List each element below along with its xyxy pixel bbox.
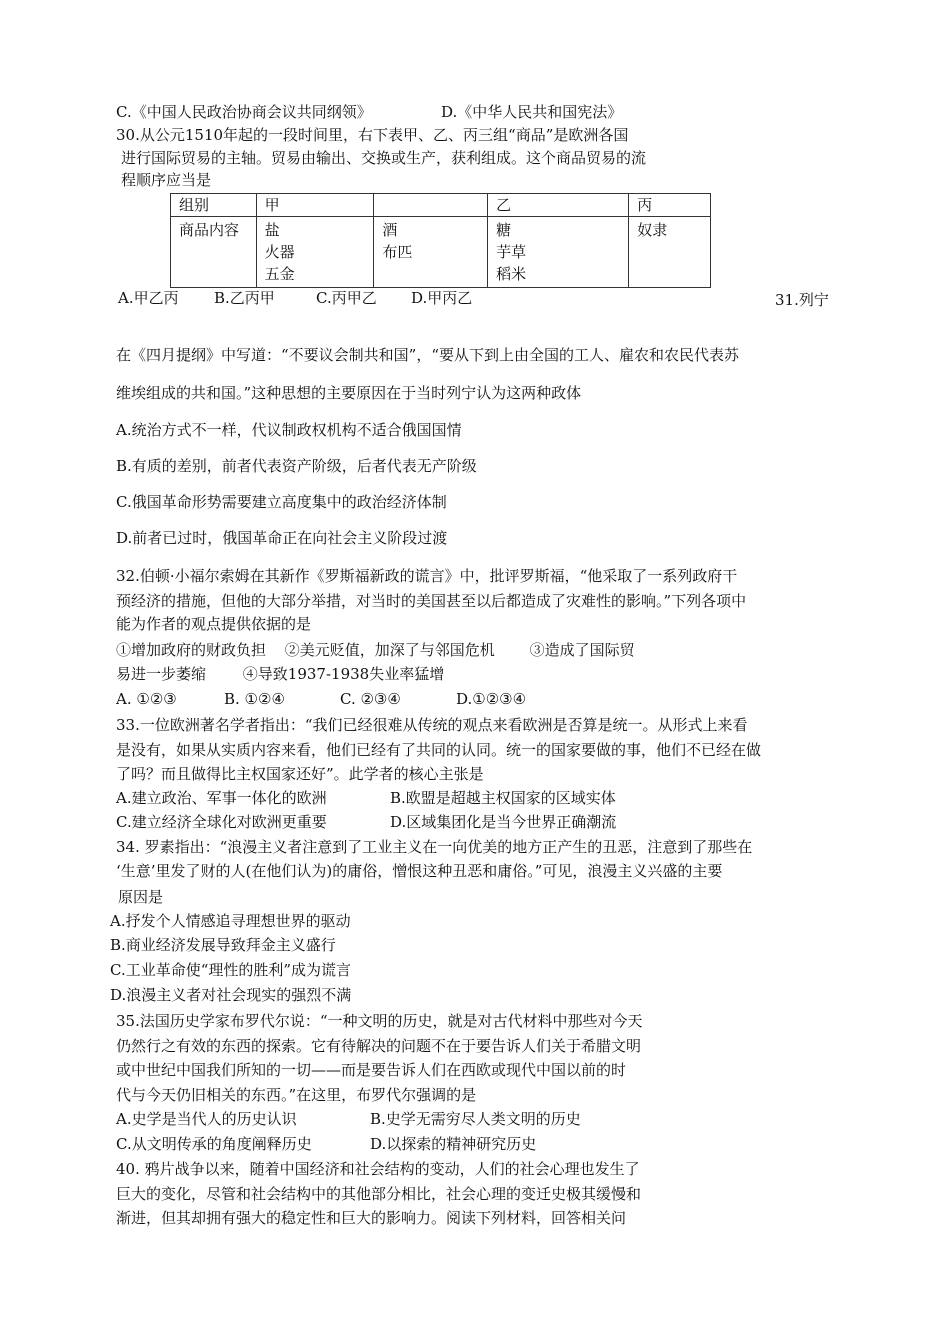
q32-items-line-1 bbox=[116, 640, 635, 660]
q34-option-c: C.工业革命使“理性的胜利”成为谎言 bbox=[110, 961, 352, 979]
q34-stem-line-3: 原因是 bbox=[118, 888, 164, 906]
q35-option-b: B.史学无需穷尽人类文明的历史 bbox=[370, 1110, 581, 1128]
q32-option-a: A. ①②③ bbox=[116, 690, 177, 708]
q32-stem-line-2: 预经济的措施，但他的大部分举措，对当时的美国甚至以后都造成了灾难性的影响。”下列各项中 bbox=[116, 592, 747, 610]
q31-stem-line-2: 维埃组成的共和国。”这种思想的主要原因在于当时列宁认为这两种政体 bbox=[116, 384, 582, 402]
q35-option-c: C.从文明传承的角度阐释历史 bbox=[116, 1135, 312, 1153]
q29-option-d: D.《中华人民共和国宪法》 bbox=[441, 103, 623, 121]
cell-jia-1 bbox=[256, 217, 374, 288]
q30-stem-line-3: 程顺序应当是 bbox=[121, 171, 212, 189]
q33-option-c: C.建立经济全球化对欧洲更重要 bbox=[116, 813, 327, 831]
q30-option-c: C.丙甲乙 bbox=[316, 289, 377, 307]
cell-jia-2 bbox=[374, 217, 488, 288]
q35-stem-line-2: 仍然行之有效的东西的探索。它有待解决的问题不在于要告诉人们关于希腊文明 bbox=[116, 1037, 642, 1055]
cell-item: 五金 bbox=[264, 265, 295, 283]
q35-stem-line-4: 代与今天仍旧相关的东西。”在这里，布罗代尔强调的是 bbox=[116, 1086, 477, 1104]
q31-option-d: D.前者已过时，俄国革命正在向社会主义阶段过渡 bbox=[116, 529, 448, 547]
q32-item-3: ③造成了国际贸 bbox=[529, 641, 635, 659]
row-label: 商品内容 bbox=[171, 217, 257, 288]
q32-item-2: ②美元贬值，加深了与邻国危机 bbox=[284, 641, 495, 659]
q30-option-a: A.甲乙丙 bbox=[118, 289, 179, 307]
q32-option-c: C. ②③④ bbox=[340, 690, 401, 708]
cell-bing bbox=[629, 217, 711, 288]
cell-item: 芋草 bbox=[496, 243, 527, 261]
cell-item: 布匹 bbox=[382, 243, 413, 261]
q40-stem-line-1: 40. 鸦片战争以来，随着中国经济和社会结构的变动，人们的社会心理也发生了 bbox=[116, 1160, 640, 1178]
q32-option-d: D.①②③④ bbox=[456, 690, 527, 708]
q32-stem-line-3: 能为作者的观点提供依据的是 bbox=[116, 615, 312, 633]
cell-item: 火器 bbox=[264, 243, 295, 261]
q33-option-b: B.欧盟是超越主权国家的区域实体 bbox=[390, 789, 616, 807]
q34-option-b: B.商业经济发展导致拜金主义盛行 bbox=[110, 936, 336, 954]
goods-table bbox=[170, 193, 711, 288]
cell-yi bbox=[488, 217, 629, 288]
q32-item-3-cont: 易进一步萎缩 bbox=[116, 665, 207, 683]
q32-items-line-2 bbox=[116, 664, 444, 684]
q31-start: 31.列宁 bbox=[775, 291, 829, 309]
q33-stem-line-3: 了吗？而且做得比主权国家还好”。此学者的核心主张是 bbox=[116, 765, 484, 783]
q35-option-a: A.史学是当代人的历史认识 bbox=[116, 1110, 297, 1128]
cell-item: 奴隶 bbox=[637, 221, 668, 239]
cell-item: 糖 bbox=[496, 221, 512, 239]
q33-stem-line-1: 33.一位欧洲著名学者指出：“我们已经很难从传统的观点来看欧洲是否算是统一。从形式上来看 bbox=[116, 716, 748, 734]
header-group: 组别 bbox=[171, 194, 257, 217]
q30-stem-line-1: 30.从公元1510年起的一段时间里，右下表甲、乙、丙三组“商品”是欧洲各国 bbox=[116, 126, 629, 144]
q30-option-d: D.甲丙乙 bbox=[411, 289, 473, 307]
q31-option-a: A.统治方式不一样，代议制政权机构不适合俄国国情 bbox=[116, 421, 462, 439]
cell-item: 酒 bbox=[382, 221, 398, 239]
q33-stem-line-2: 是没有，如果从实质内容来看，他们已经有了共同的认同。统一的国家要做的事，他们不已经在做 bbox=[116, 741, 762, 759]
q29-option-c: C.《中国人民政治协商会议共同纲领》 bbox=[116, 103, 372, 121]
q32-item-1: ①增加政府的财政负担 bbox=[116, 641, 267, 659]
q32-item-4: ④导致1937-1938失业率猛增 bbox=[242, 665, 445, 683]
header-jia-2 bbox=[374, 194, 488, 217]
q34-option-a: A.抒发个人情感追寻理想世界的驱动 bbox=[110, 912, 351, 930]
q35-stem-line-1: 35.法国历史学家布罗代尔说：“一种文明的历史，就是对古代材料中那些对今天 bbox=[116, 1012, 643, 1030]
q31-stem-line-1: 在《四月提纲》中写道：“不要议会制共和国”，“要从下到上由全国的工人、雇农和农民代表苏 bbox=[116, 346, 740, 364]
cell-item: 稻米 bbox=[496, 265, 527, 283]
q32-stem-line-1: 32.伯顿·小福尔索姆在其新作《罗斯福新政的谎言》中，批评罗斯福，“他采取了一系列政府干 bbox=[116, 567, 738, 585]
q40-stem-line-2: 巨大的变化，尽管和社会结构中的其他部分相比，社会心理的变迁史极其缓慢和 bbox=[116, 1185, 642, 1203]
q34-option-d: D.浪漫主义者对社会现实的强烈不满 bbox=[110, 986, 352, 1004]
header-bing: 丙 bbox=[629, 194, 711, 217]
q33-option-a: A.建立政治、军事一体化的欧洲 bbox=[116, 789, 327, 807]
cell-item: 盐 bbox=[264, 221, 280, 239]
goods-table-header-row bbox=[171, 194, 711, 217]
q33-option-d: D.区域集团化是当今世界正确潮流 bbox=[390, 813, 617, 831]
q40-stem-line-3: 渐进，但其却拥有强大的稳定性和巨大的影响力。阅读下列材料，回答相关问 bbox=[116, 1209, 627, 1227]
goods-table-content-row bbox=[171, 217, 711, 288]
q35-stem-line-3: 或中世纪中国我们所知的一切——而是要告诉人们在西欧或现代中国以前的时 bbox=[116, 1061, 627, 1079]
q30-stem-line-2: 进行国际贸易的主轴。贸易由输出、交换或生产，获利组成。这个商品贸易的流 bbox=[121, 149, 647, 167]
q34-stem-line-2: ‘生意’里发了财的人(在他们认为)的庸俗，憎恨这种丑恶和庸俗。”可见，浪漫主义兴盛的主要 bbox=[116, 862, 723, 880]
header-jia: 甲 bbox=[256, 194, 374, 217]
q31-option-b: B.有质的差别，前者代表资产阶级，后者代表无产阶级 bbox=[116, 457, 477, 475]
header-yi: 乙 bbox=[488, 194, 629, 217]
q30-option-b: B.乙丙甲 bbox=[214, 289, 275, 307]
q31-option-c: C.俄国革命形势需要建立高度集中的政治经济体制 bbox=[116, 493, 447, 511]
q34-stem-line-1: 34. 罗素指出：“浪漫主义者注意到了工业主义在一向优美的地方正产生的丑恶，注意到了那些在 bbox=[116, 838, 753, 856]
q35-option-d: D.以探索的精神研究历史 bbox=[370, 1135, 537, 1153]
q32-option-b: B. ①②④ bbox=[224, 690, 285, 708]
